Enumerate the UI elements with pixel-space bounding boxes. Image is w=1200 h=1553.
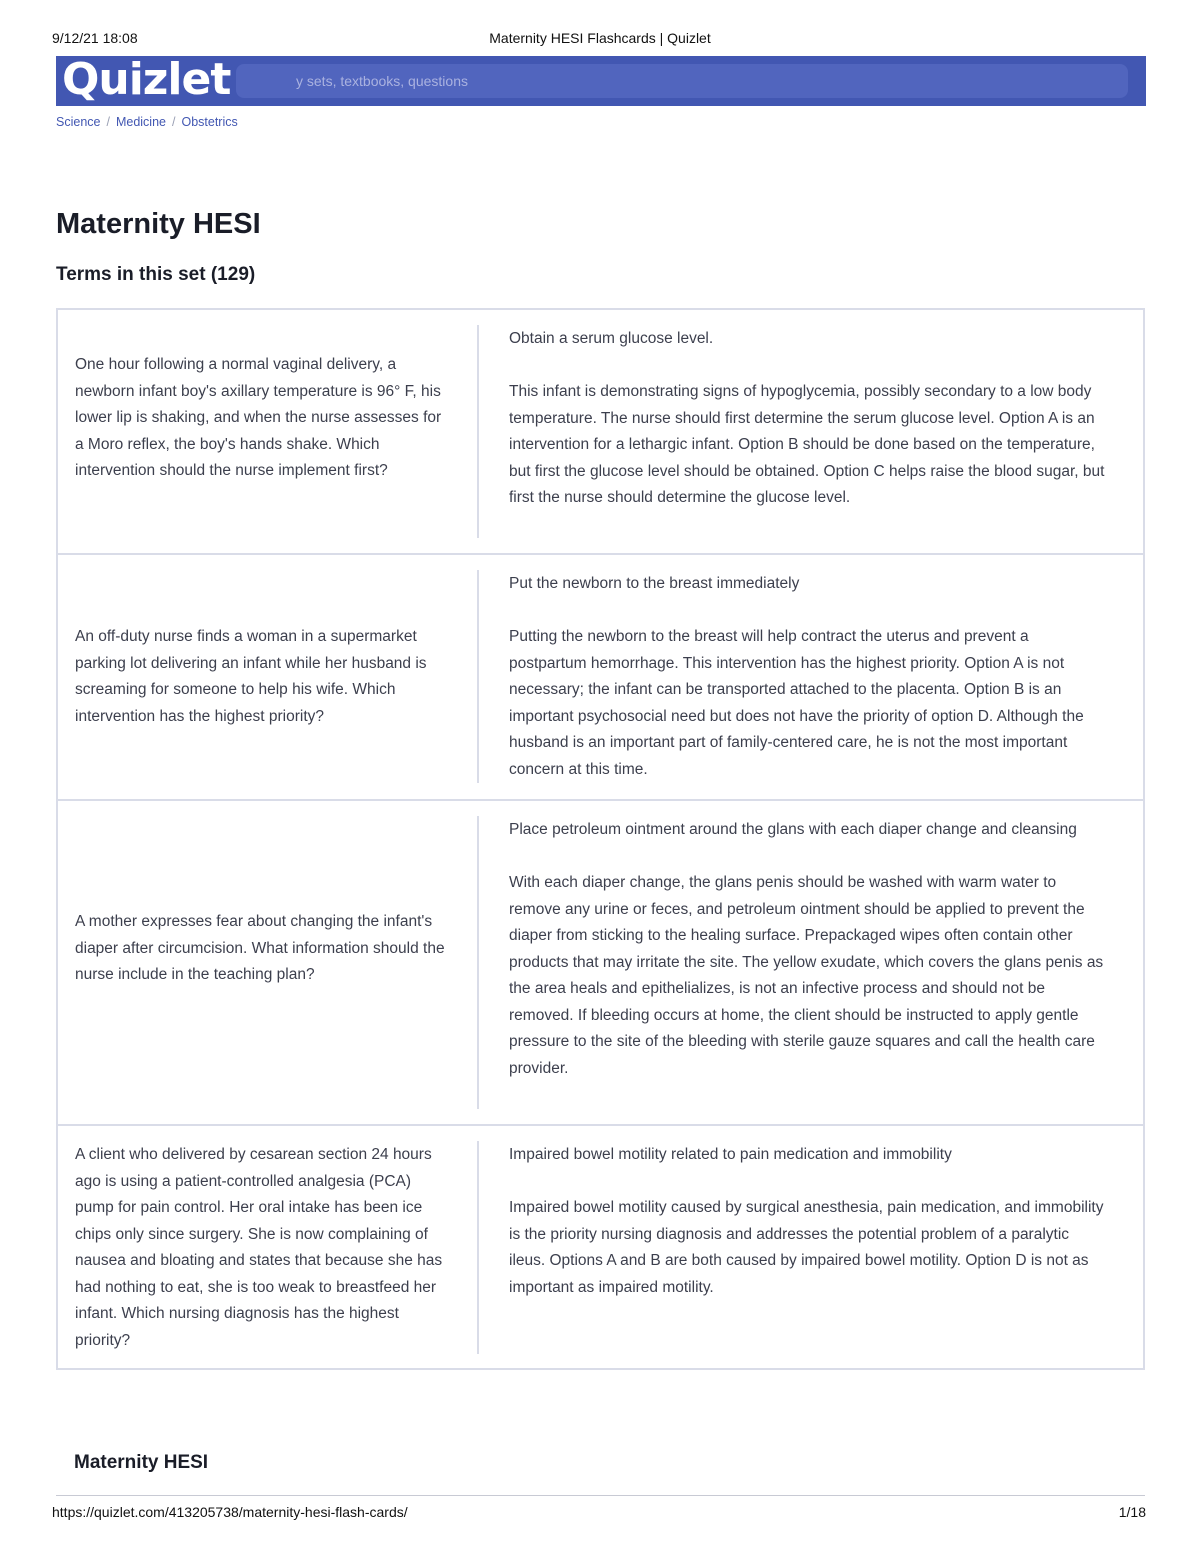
print-header xyxy=(0,28,1200,48)
card-definition xyxy=(509,817,1109,1082)
card-divider xyxy=(477,325,479,538)
breadcrumb-item-medicine[interactable]: Medicine xyxy=(115,115,166,129)
quizlet-logo[interactable]: Quizlet xyxy=(62,54,231,105)
card-definition xyxy=(509,326,1109,512)
card-answer: Obtain a serum glucose level. xyxy=(509,330,714,347)
term-card xyxy=(56,308,1145,555)
card-explanation: This infant is demonstrating signs of hypoglycemia, possibly secondary to a low body temperature. The nurse should first determine the serum glucose level. Option A is an intervention for a lethargic infant. Option B should be done based on the temperature, but first the glucose level should be obtained. Option C helps raise the blood sugar, but first the nurse should determine the glucose level. xyxy=(509,383,1105,506)
print-url: https://quizlet.com/413205738/maternity-hesi-flash-cards/ xyxy=(52,1504,408,1520)
card-explanation: With each diaper change, the glans penis should be washed with warm water to remove any urine or feces, and petroleum ointment should be applied to prevent the diaper from sticking to the healing surface. Prepackaged wipes often contain other products that may irritate the site. The yellow exudate, which covers the glans penis as the area heals and epithelializes, is not an infective process and should not be removed. If bleeding occurs at home, the client should be instructed to apply gentle pressure to the site of the bleeding with sterile gauze squares and call the health care provider. xyxy=(509,874,1104,1077)
card-definition xyxy=(509,571,1109,783)
card-explanation: Putting the newborn to the breast will help contract the uterus and prevent a postpartum hemorrhage. This intervention has the highest priority. Option A is not necessary; the infant can be transported attached to the placenta. Option B is an important psychosocial need but does not have the priority of option D. Although the husband is an important part of family-centered care, he is not the most important concern at this time. xyxy=(509,628,1084,778)
breadcrumb-separator: / xyxy=(106,115,110,129)
card-divider xyxy=(477,816,479,1109)
card-term: A client who delivered by cesarean section 24 hours ago is using a patient-controlled analgesia (PCA) pump for pain control. Her oral intake has been ice chips only since surgery. She is now complaining of nausea and bloating and states that because she has had nothing to eat, she is too weak to breastfeed her infant. Which nursing diagnosis has the highest priority? xyxy=(75,1146,443,1349)
breadcrumb xyxy=(56,115,238,129)
term-card xyxy=(56,553,1145,801)
card-divider xyxy=(477,570,479,783)
print-document-title: Maternity HESI Flashcards | Quizlet xyxy=(489,30,711,46)
card-term: One hour following a normal vaginal delivery, a newborn infant boy's axillary temperature is 96° F, his lower lip is shaking, and when the nurse assesses for a Moro reflex, the boy's hands shake. Which intervention should the nurse implement first? xyxy=(75,356,442,479)
card-answer: Impaired bowel motility related to pain medication and immobility xyxy=(509,1146,952,1163)
breadcrumb-separator: / xyxy=(172,115,176,129)
page-title: Maternity HESI xyxy=(56,208,261,240)
card-term: An off-duty nurse finds a woman in a supermarket parking lot delivering an infant while her husband is screaming for someone to help his wife. Which intervention has the highest priority? xyxy=(75,628,427,725)
set-title-footer: Maternity HESI xyxy=(74,1452,209,1473)
print-date: 9/12/21 18:08 xyxy=(52,30,138,46)
top-navigation-bar xyxy=(56,56,1146,106)
card-explanation: Impaired bowel motility caused by surgical anesthesia, pain medication, and immobility is the priority nursing diagnosis and addresses the potential problem of a paralytic ileus. Options A and B are both caused by impaired bowel motility. Option D is not as important as impaired motility. xyxy=(509,1199,1104,1296)
card-answer: Put the newborn to the breast immediately xyxy=(509,575,800,592)
search-input[interactable] xyxy=(236,64,1128,98)
search-placeholder: y sets, textbooks, questions xyxy=(296,73,468,89)
card-definition xyxy=(509,1142,1109,1301)
term-card xyxy=(56,799,1145,1126)
breadcrumb-item-science[interactable]: Science xyxy=(56,115,101,129)
card-answer: Place petroleum ointment around the glans with each diaper change and cleansing xyxy=(509,821,1077,838)
breadcrumb-item-obstetrics[interactable]: Obstetrics xyxy=(181,115,238,129)
terms-list xyxy=(56,310,1145,1370)
card-divider xyxy=(477,1141,479,1354)
term-card xyxy=(56,1124,1145,1370)
page-number: 1/18 xyxy=(1118,1504,1146,1520)
divider xyxy=(56,1495,1145,1496)
card-term: A mother expresses fear about changing the infant's diaper after circumcision. What information should the nurse include in the teaching plan? xyxy=(75,913,445,983)
terms-count-heading: Terms in this set (129) xyxy=(56,264,256,285)
